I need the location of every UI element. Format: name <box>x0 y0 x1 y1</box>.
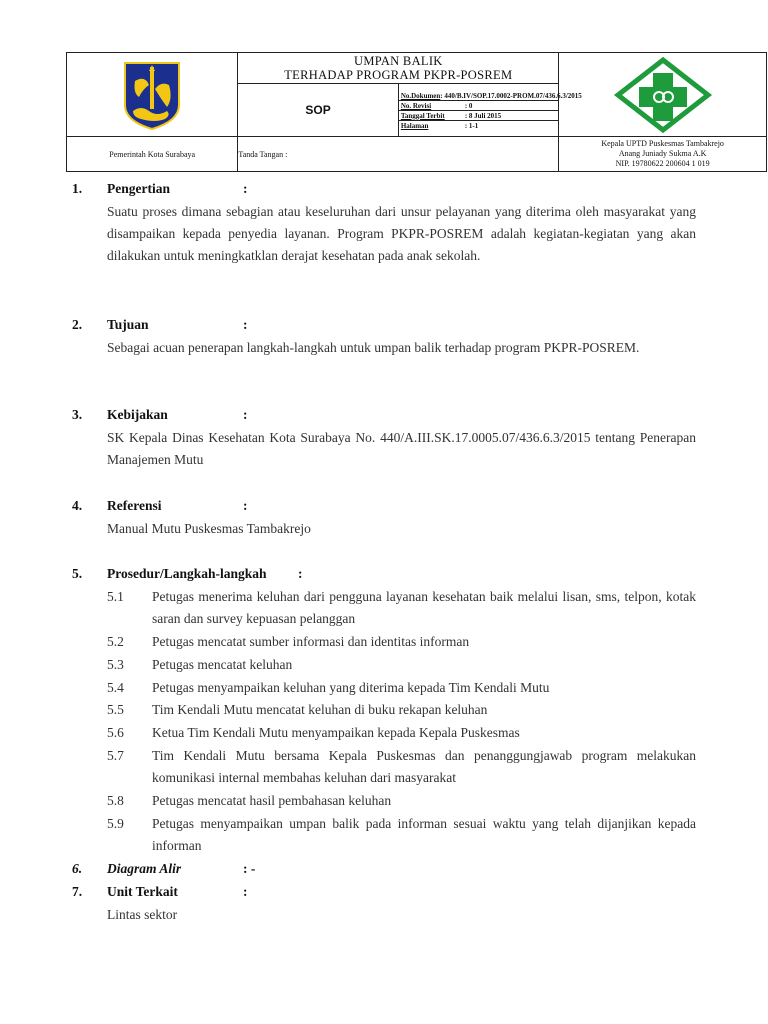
section-4-text: Manual Mutu Puskesmas Tambakrejo <box>107 521 311 536</box>
section-2-title: Tujuan <box>107 317 149 332</box>
section-1-number: 1. <box>72 181 83 196</box>
section-7-colon: : <box>243 884 248 899</box>
surabaya-emblem-cell <box>67 53 238 137</box>
meta-no-dokumen: No.Dokumen : 440/B.IV/SOP.17.0002-PROM.07/436.6.3/2015 <box>400 91 582 100</box>
section-7-text: Lintas sektor <box>107 907 178 922</box>
section-1-text: Suatu proses dimana sebagian atau keseluruhan dari unsur pelayanan yang diterima oleh masyarakat yang disampaikan kepada penyedia layanan. Program PKPR-POSREM adalah kegiatan-kegiatan yang akan dilakukan untuk meningkatklan derajat kesehatan pada anak sekolah. <box>107 204 696 263</box>
title-line-2: TERHADAP PROGRAM PKPR-POSREM <box>284 68 513 82</box>
pemerintah-kota: Pemerintah Kota Surabaya <box>67 137 238 172</box>
section-2-number: 2. <box>72 317 83 332</box>
document-meta <box>398 84 582 137</box>
kepala-title: Kepala UPTD Puskesmas Tambakrejo <box>601 139 724 148</box>
kepala-nip: NIP. 19780622 200604 1 019 <box>615 159 710 168</box>
section-4-colon: : <box>243 498 248 513</box>
section-5-number: 5. <box>72 566 83 581</box>
section-7-number: 7. <box>72 884 83 899</box>
section-5-title: Prosedur/Langkah-langkah <box>107 566 267 581</box>
sop-label: SOP <box>238 84 398 137</box>
kepala-puskesmas <box>559 137 767 172</box>
puskesmas-logo-cell <box>559 53 767 137</box>
section-1-colon: : <box>243 181 248 196</box>
section-4-number: 4. <box>72 498 83 513</box>
section-1-title: Pengertian <box>107 181 170 196</box>
section-4-title: Referensi <box>107 498 162 513</box>
section-6-title: Diagram Alir <box>107 861 182 876</box>
kepala-name: Anang Juniady Sukma A.K <box>618 149 707 158</box>
title-cell <box>238 53 559 84</box>
document-header <box>66 52 767 167</box>
title-line-1: UMPAN BALIK <box>354 54 443 68</box>
puskesmas-cross-icon <box>615 57 711 133</box>
section-5-colon: : <box>298 566 303 581</box>
section-3-colon: : <box>243 407 248 422</box>
section-3-number: 3. <box>72 407 83 422</box>
section-6-number: 6. <box>72 861 83 876</box>
section-3-title: Kebijakan <box>107 407 168 422</box>
section-2-colon: : <box>243 317 248 332</box>
section-3-text: SK Kepala Dinas Kesehatan Kota Surabaya No. 440/A.III.SK.17.0005.07/436.6.3/2015 tentang Penerapan Manajemen Mutu <box>107 430 696 467</box>
section-7-title: Unit Terkait <box>107 884 178 899</box>
surabaya-emblem-icon <box>121 59 183 131</box>
meta-no-revisi: No. Revisi : 0 <box>399 101 558 111</box>
meta-tanggal-terbit: Tanggal Terbit : 8 Juli 2015 <box>399 111 558 121</box>
section-6-colon: : - <box>243 861 256 876</box>
meta-halaman: Halaman : 1-1 <box>400 121 479 130</box>
tanda-tangan: Tanda Tangan : <box>238 137 559 172</box>
section-2-text: Sebagai acuan penerapan langkah-langkah untuk umpan balik terhadap program PKPR-POSREM. <box>107 340 640 355</box>
